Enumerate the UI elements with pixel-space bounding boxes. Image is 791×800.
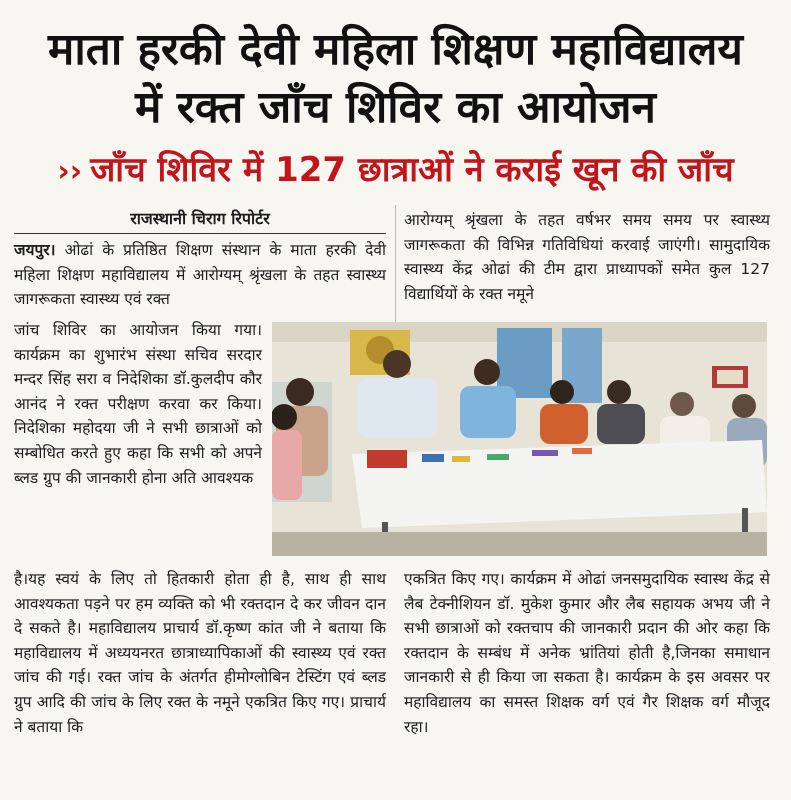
headline bbox=[0, 22, 791, 138]
column-divider bbox=[395, 205, 396, 325]
subhead-arrow-icon: ›› bbox=[57, 154, 83, 189]
article-right-top: आरोग्यम् श्रृंखला के तहत वर्षभर समय समय पर स्वास्थ्य जागरूकता की विभिन्न गतिविधियां करवाई जाएंगी। सामुदायिक स्वास्थ्य केंद्र ओढां की टीम द्वारा प्राध्यापकों समेत कुल 127 विद्यार्थियों के रक्त नमूने bbox=[404, 211, 770, 303]
headline-line-2: में रक्त जाँच शिविर का आयोजन bbox=[135, 82, 656, 133]
article-left-bottom: है।यह स्वयं के लिए तो हितकारी होता ही है, साथ ही साथ आवश्यकता पड़ने पर हम व्यक्ति को भी रक्तदान दे कर जीवन दान दे सकते है। महाविद्यालय प्राचार्य डॉ.कृष्ण कांत जी ने बताया कि महाविद्यालय में अध्ययनरत छात्राध्यापिकाओं की स्वास्थ्य एवं रक्त जांच की गई। रक्त जांच के अंतर्गत हीमोग्लोबिन टेस्टिंग एवं ब्लड ग्रुप आदि की जांच के लिए रक्त के नमूने एकत्रित किए गए। प्राचार्य ने बताया कि bbox=[14, 570, 386, 736]
dateline: जयपुर। bbox=[14, 241, 56, 259]
headline-line-1: माता हरकी देवी महिला शिक्षण महाविद्यालय bbox=[48, 24, 743, 75]
article-left-narrow: जांच शिविर का आयोजन किया गया। कार्यक्रम का शुभारंभ संस्था सचिव सरदार मन्दर सिंह सरा व निदेशिका डॉ.कुलदीप कौर आनंद ने रक्त परीक्षण करवा कर किया। निदेशिका महोदया जी ने सभी छात्राओं को सम्बोधित करते हुए कहा कि सभी को अपने ब्लड ग्रुप की जानकारी होना अति आवश्यक bbox=[14, 321, 262, 487]
byline: राजस्थानी चिराग रिपोर्टर bbox=[14, 207, 386, 234]
article-left-top-text: ओढां के प्रतिष्ठित शिक्षण संस्थान के माता हरकी देवी महिला शिक्षण महाविद्यालय में आरोग्यम् श्रृंखला के तहत स्वास्थ्य जागरूकता स्वास्थ्य एवं रक्त bbox=[14, 241, 386, 309]
cropped-previous-text bbox=[0, 0, 791, 12]
event-photo bbox=[272, 322, 767, 556]
article-right-bottom: एकत्रित किए गए। कार्यक्रम में ओढां जनसमुदायिक स्वास्थ केंद्र से लैब टेक्नीशियन डॉ. मुकेश कुमार और लैब सहायक अभय जी ने सभी छात्राओं को रक्तचाप की जानकारी प्रदान की ओर कहा कि रक्तदान के सम्बंध में अनेक भ्रांतियां होती है,जिनका समाधान जानकारी से ही किया जा सकता है। कार्यक्रम के इस अवसर पर महाविद्यालय का समस्त शिक्षक वर्ग एवं गैर शिक्षक वर्ग मौजूद रहा। bbox=[404, 570, 770, 736]
event-photo-illustration bbox=[272, 322, 767, 556]
subhead-text: जाँच शिविर में 127 छात्राओं ने कराई खून की जाँच bbox=[90, 150, 734, 190]
subheadline bbox=[0, 148, 791, 194]
article-left-top bbox=[14, 238, 386, 312]
